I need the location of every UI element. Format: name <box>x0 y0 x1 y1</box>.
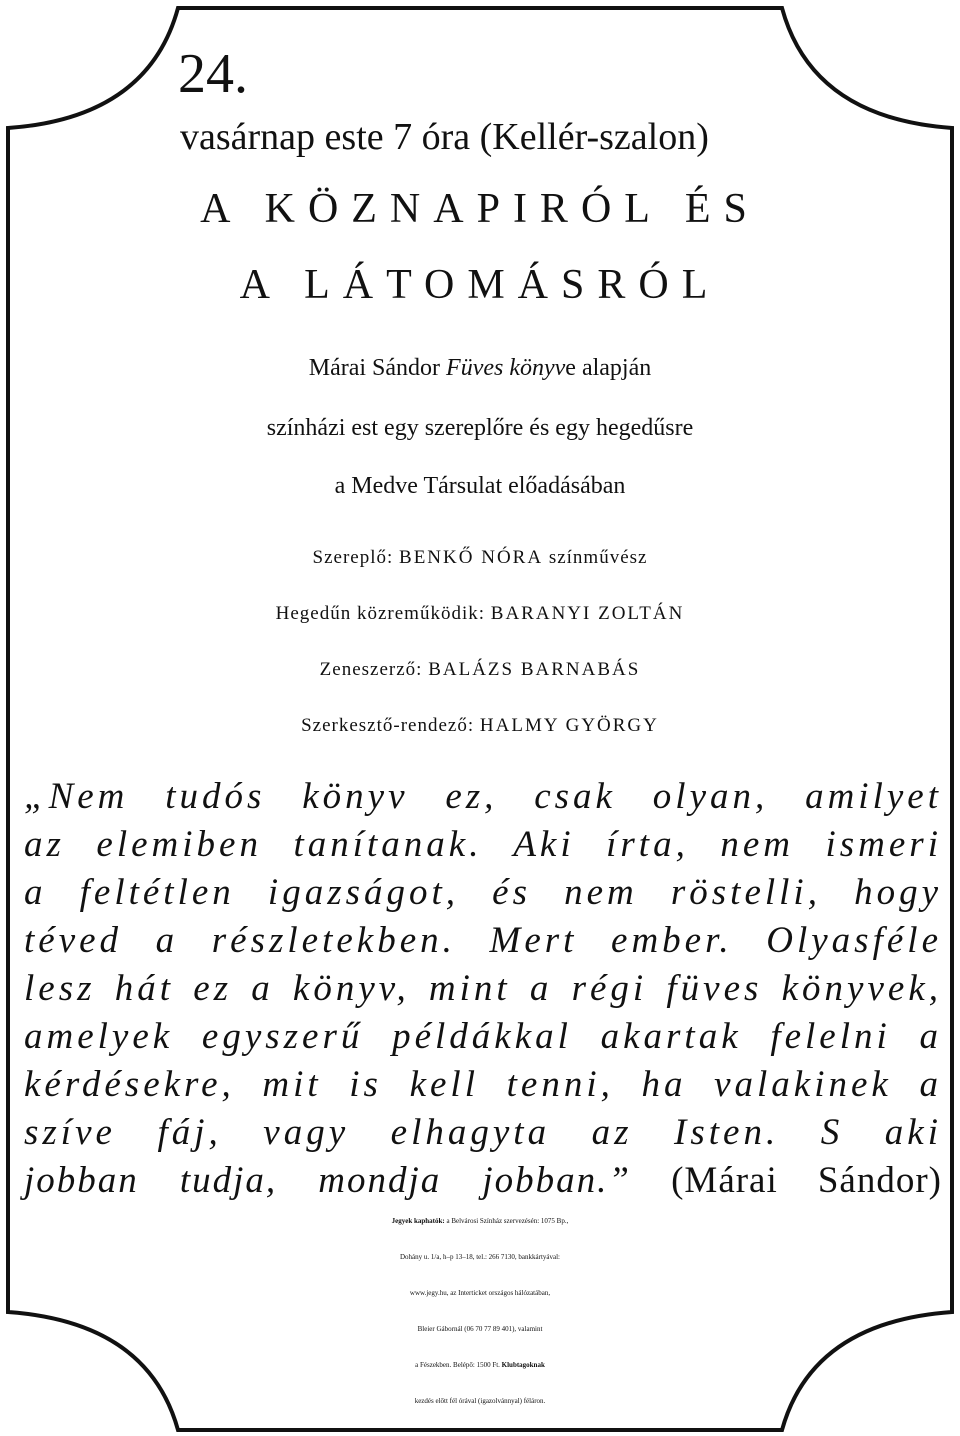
tickets-club-members: Klubtagoknak <box>501 1361 545 1369</box>
quote-line: szíve fáj, vagy elhagyta az Isten. S aki <box>24 1112 942 1153</box>
tickets-line-1 <box>0 1218 960 1225</box>
credit-role: Zeneszerző: <box>319 659 429 680</box>
credit-composer <box>0 660 960 679</box>
tickets-lead: Jegyek kaphatók: <box>391 1217 445 1225</box>
credit-name: BARANYI ZOLTÁN <box>490 603 685 624</box>
tickets-line-5-pre: a Fészekben. Belépő: 1500 Ft. <box>415 1361 502 1369</box>
quote-last-line <box>24 1162 942 1199</box>
credit-performer <box>0 548 960 567</box>
quote-line: téved a részletekben. Mert ember. Olyasféle <box>24 920 942 961</box>
quote-line: amelyek egyszerű példákkal akartak felelni a <box>24 1016 942 1057</box>
subtitle-line-2: színházi est egy szereplőre és egy hegedűsre <box>266 415 694 441</box>
credit-name: HALMY GYÖRGY <box>479 715 659 736</box>
subtitle-line-1 <box>0 356 960 380</box>
quote-last-text: jobban tudja, mondja jobban.” <box>24 1160 631 1201</box>
title-line-1: A KÖZNAPIRÓL ÉS <box>200 186 760 232</box>
credit-suffix: színművész <box>543 547 648 568</box>
event-time-venue: vasárnap este 7 óra (Kellér-szalon) <box>180 116 709 158</box>
quote-line: az elemiben tanítanak. Aki írta, nem ismeri <box>24 824 942 865</box>
quote-attribution: (Márai Sándor) <box>631 1160 943 1201</box>
credit-role: Szereplő: <box>312 547 400 568</box>
credit-name: BENKŐ NÓRA <box>399 547 544 568</box>
quote-line: „Nem tudós könyv ez, csak olyan, amilyet <box>24 776 942 817</box>
subtitle-author: Márai Sándor <box>308 355 447 381</box>
quote-line: lesz hát ez a könyv, mint a régi füves könyvek, <box>24 968 942 1009</box>
credit-name: BALÁZS BARNABÁS <box>428 659 641 680</box>
subtitle-line-3: a Medve Társulat előadásában <box>334 473 626 499</box>
event-number: 24. <box>178 43 248 105</box>
subtitle-work-title: Füves könyv <box>446 355 566 381</box>
credit-director <box>0 716 960 735</box>
credit-role: Hegedűn közreműködik: <box>275 603 491 624</box>
quote-line: kérdésekre, mit is kell tenni, ha valakinek a <box>24 1064 942 1105</box>
tickets-line-1-rest: a Belvárosi Színház szervezésén: 1075 Bp., <box>444 1217 569 1225</box>
tickets-line-3: www.jegy.hu, az Interticket országos hálózatában, <box>409 1289 551 1297</box>
tickets-line-2: Dohány u. 1/a, h–p 13–18, tel.: 266 7130, bankkártyával: <box>400 1253 560 1261</box>
title-line-2: A LÁTOMÁSRÓL <box>239 262 721 308</box>
credit-violin <box>0 604 960 623</box>
tickets-line-6: kezdés előtt fél órával (igazolvánnyal) féláron. <box>414 1397 546 1405</box>
tickets-line-5 <box>0 1362 960 1369</box>
quote-line: a feltétlen igazságot, és nem röstelli, hogy <box>24 872 942 913</box>
tickets-line-4: Bleier Gábornál (06 70 77 89 401), valamint <box>417 1325 543 1333</box>
credit-role: Szerkesztő-rendező: <box>301 715 480 736</box>
subtitle-line-1-rest: e alapján <box>565 355 652 381</box>
